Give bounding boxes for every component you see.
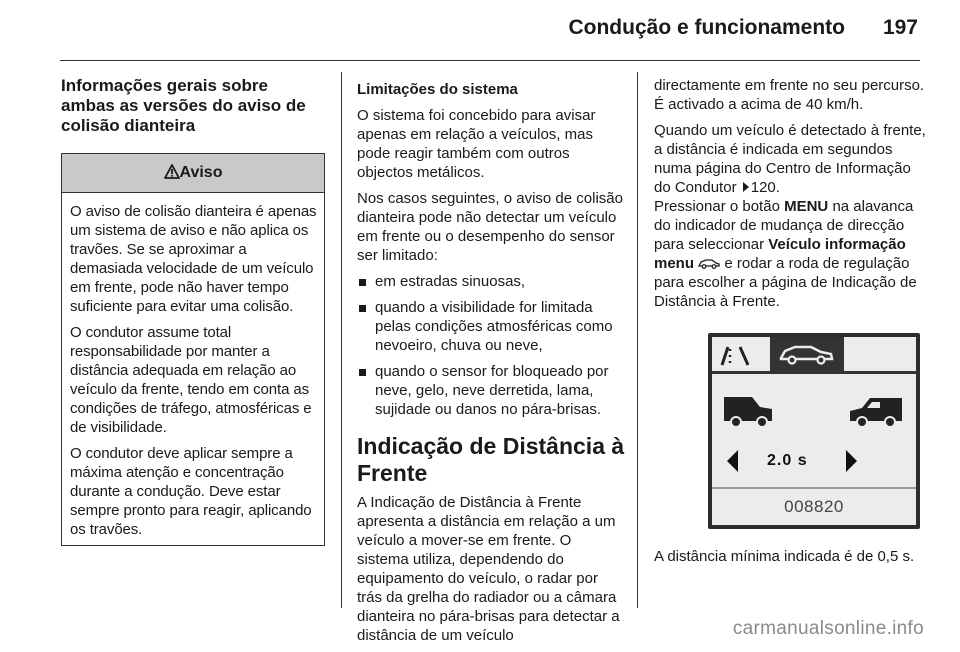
warning-paragraph: O condutor deve aplicar sempre a máxima atenção e concentração durante a condução. Deve estar sempre pronto para reagir, aplicando os travões. (70, 445, 312, 538)
paragraph: directamente em frente no seu percurso. É activado a acima de 40 km/h. (654, 77, 925, 113)
page-header (0, 0, 960, 62)
chapter-title: Condução e funcionamento (568, 16, 845, 39)
warning-body (62, 193, 324, 545)
header-divider (60, 60, 920, 61)
arrow-left-icon (726, 449, 740, 473)
paragraph: A Indicação de Distância à Frente apresenta a distância em relação a um veículo a mover-se em frente. O sistema utiliza, dependendo do equipamento do veículo, o radar por trás da grelha do radiador ou a câmara dianteira no pára-brisas para detectar a distância de um veículo (357, 494, 620, 644)
paragraph-text: e rodar a roda de regulação para escolher a página de Indicação de Distância à Frente. (654, 255, 917, 310)
rear-car-icon (722, 393, 774, 429)
section-heading: Indicação de Distância à Frente (357, 433, 625, 486)
menu-button-label: MENU (784, 198, 829, 215)
warning-paragraph: O condutor assume total responsabilidade por manter a distância adequada em relação ao veículo da frente, tendo em conta as condições de tráfego, atmosféricas e de visibilidade. (70, 324, 312, 436)
subheading: Limitações do sistema (357, 81, 518, 98)
car-outline-icon (777, 341, 837, 367)
front-car-icon (848, 393, 904, 429)
list-item (357, 272, 625, 291)
bullet-icon (359, 305, 366, 312)
bullet-icon (359, 369, 366, 376)
page-ref-arrow-icon (743, 182, 749, 192)
bullet-icon (359, 279, 366, 286)
warning-triangle-icon (164, 164, 180, 179)
right-column (654, 76, 926, 573)
list-item-text: quando a visibilidade for limitada pelas condições atmosféricas como nevoeiro, chuva ou neve, (375, 299, 613, 354)
warning-box (61, 153, 325, 546)
section-heading: Informações gerais sobre ambas as versões do aviso de colisão dianteira (61, 76, 306, 135)
paragraph-text: Quando um veículo é detectado à frente, a distância é indicada em segundos numa página do Centro de Informação do Condutor (654, 122, 926, 196)
arrow-right-icon (844, 449, 858, 473)
menu-item-label: Veículo informação menu (654, 236, 906, 272)
warning-title: Aviso (179, 164, 223, 181)
middle-column (357, 80, 625, 652)
column-divider (341, 72, 342, 608)
list-item-text: em estradas sinuosas, (375, 273, 526, 290)
page-reference: 120. (750, 179, 780, 196)
paragraph (654, 121, 926, 311)
paragraph: O sistema foi concebido para avisar apenas em relação a veículos, mas pode reagir também com outros objectos metálicos. (357, 107, 596, 181)
lane-icon (716, 341, 768, 369)
paragraph-text: Pressionar o botão (654, 198, 780, 215)
driver-info-display (708, 333, 920, 529)
car-menu-icon (698, 258, 720, 269)
warning-paragraph: O aviso de colisão dianteira é apenas um sistema de aviso e não aplica os travões. Se se aproximar a demasiada velocidade de um veículo em frente, pode não haver tempo suficiente para evitar uma colisão. (70, 203, 317, 315)
paragraph: Nos casos seguintes, o aviso de colisão dianteira pode não detectar um veículo em frente ou o desempenho do sensor ser limitado: (357, 190, 623, 264)
page-number: 197 (882, 16, 918, 39)
column-divider (637, 72, 638, 608)
paragraph-text: na alavanca do indicador de mudança de direcção para seleccionar (654, 198, 914, 253)
tab-underline (712, 371, 916, 374)
display-tab-active (770, 337, 844, 371)
list-item (357, 298, 625, 355)
odometer-readout: 008820 (784, 497, 844, 516)
display-screen (712, 337, 916, 525)
left-column (61, 76, 325, 546)
display-separator (712, 487, 916, 489)
warning-header (62, 154, 324, 193)
distance-readout: 2.0 s (767, 452, 808, 469)
watermark: carmanualsonline.info (732, 618, 924, 639)
bullet-list (357, 272, 625, 419)
paragraph: A distância mínima indicada é de 0,5 s. (654, 548, 915, 565)
list-item-text: quando o sensor for bloqueado por neve, gelo, neve derretida, lama, sujidade ou danos no pára-brisas. (375, 363, 609, 418)
list-item (357, 362, 625, 419)
